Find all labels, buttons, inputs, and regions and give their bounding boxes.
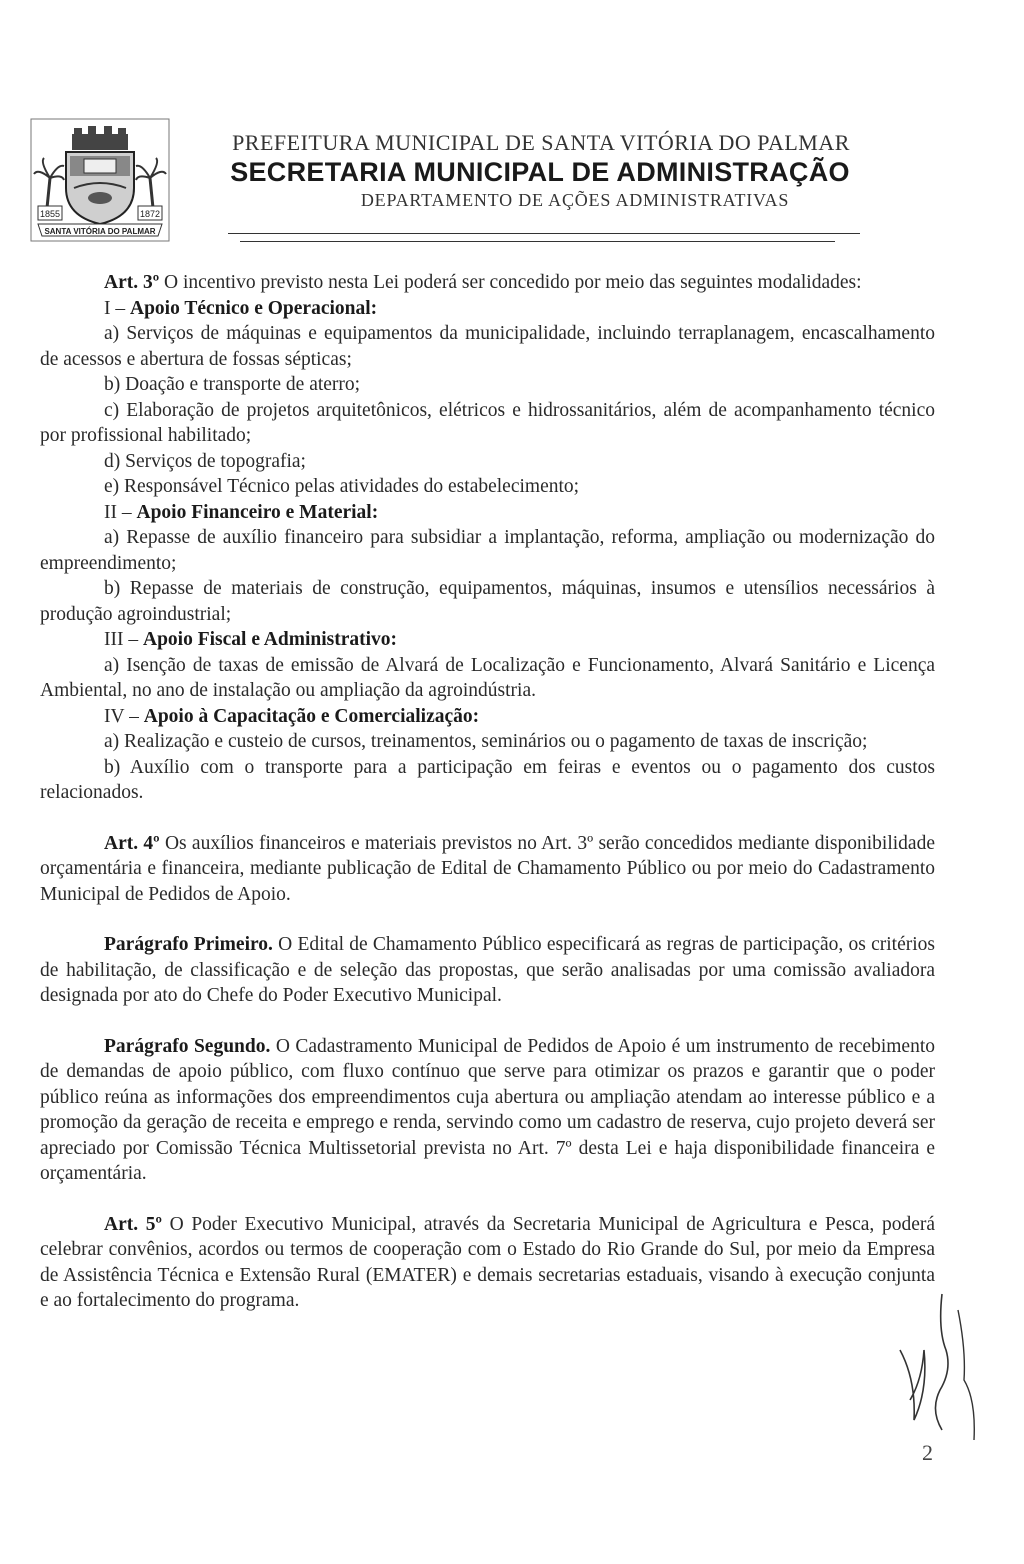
section-iv-numeral: IV – <box>104 705 144 727</box>
header-rule-bottom <box>240 241 835 242</box>
art3-section-ii <box>40 500 935 526</box>
art3-section-i <box>40 296 935 322</box>
art3-intro-text: O incentivo previsto nesta Lei poderá ser concedido por meio das seguintes modalidades: <box>159 272 862 293</box>
art3-section-iv <box>40 704 935 730</box>
art3-label: Art. 3º <box>104 272 160 293</box>
letterhead <box>200 130 880 212</box>
art3-i-b: b) Doação e transporte de aterro; <box>104 374 361 395</box>
art3-iv-a: a) Realização e custeio de cursos, treinamentos, seminários ou o pagamento de taxas de inscrição; <box>104 731 868 752</box>
section-i-title: Apoio Técnico e Operacional: <box>130 297 378 319</box>
art3-i-c: c) Elaboração de projetos arquitetônicos, elétricos e hidrossanitários, além de acompanhamento técnico por profissional habilitado; <box>40 399 935 446</box>
section-i-numeral: I – <box>104 297 130 319</box>
secretaria-title: SECRETARIA MUNICIPAL DE ADMINISTRAÇÃO <box>230 157 850 187</box>
crest-year-right: 1872 <box>139 209 161 219</box>
municipal-crest-icon <box>30 118 170 242</box>
art5-text: O Poder Executivo Municipal, através da Secretaria Municipal de Agricultura e Pesca, poderá celebrar convênios, acordos ou termos de cooperação com o Estado do Rio Grande do Sul, por meio da Empresa de Assistência Técnica e Extensão Rural (EMATER) e demais secretarias estaduais, visando à execução conjunta e ao fortalecimento do programa. <box>40 1213 935 1311</box>
art5-label: Art. 5º <box>104 1213 162 1235</box>
paragrafo-primeiro-text: O Edital de Chamamento Público especificará as regras de participação, os critérios de habilitação, de classificação e de seleção das propostas, que serão analisadas por uma comissão avaliadora designada por ato do Chefe do Poder Executivo Municipal. <box>40 934 935 1006</box>
signature-initials-icon <box>880 1290 990 1460</box>
art3-i-a: a) Serviços de máquinas e equipamentos da municipalidade, incluindo terraplanagem, encascalhamento de acessos e abertura de fossas sépticas; <box>40 323 935 370</box>
header-rule-top <box>228 233 860 234</box>
section-iv-title: Apoio à Capacitação e Comercialização: <box>143 705 480 727</box>
crest-year-left: 1855 <box>39 209 61 219</box>
art4-text: Os auxílios financeiros e materiais previstos no Art. 3º serão concedidos mediante disponibilidade orçamentária e financeira, mediante publicação de Edital de Chamamento Público ou por meio do Cadastramento Municipal de Pedidos de Apoio. <box>40 832 935 905</box>
art4-paragraph <box>40 831 935 908</box>
art3-i-e: e) Responsável Técnico pelas atividades do estabelecimento; <box>104 476 580 497</box>
art3-i-d: d) Serviços de topografia; <box>104 450 306 472</box>
art3-ii-a: a) Repasse de auxílio financeiro para subsidiar a implantação, reforma, ampliação ou modernização do empreendimento; <box>40 527 935 574</box>
section-ii-numeral: II – <box>104 501 137 523</box>
paragrafo-segundo <box>40 1034 935 1187</box>
paragrafo-segundo-text: O Cadastramento Municipal de Pedidos de Apoio é um instrumento de recebimento de demandas de apoio público, com fluxo contínuo que serve para otimizar os prazos e garantir que o poder público reúna as informações dos empreendimentos cuja abertura ou ampliação atendam ao interesse público e a promoção da geração de receita e emprego e renda, servindo como um cadastro de reserva, cujo projeto deverá ser apreciado por Comissão Técnica Multissetorial prevista no Art. 7º desta Lei e haja disponibilidade financeira e orçamentária. <box>40 1035 935 1184</box>
departamento-title: DEPARTAMENTO DE AÇÕES ADMINISTRATIVAS <box>360 190 790 210</box>
prefeitura-title: PREFEITURA MUNICIPAL DE SANTA VITÓRIA DO PALMAR <box>232 130 850 155</box>
crest-banner-text: SANTA VITÓRIA DO PALMAR <box>44 227 156 236</box>
section-iii-numeral: III – <box>104 629 143 650</box>
art5-paragraph <box>40 1212 935 1314</box>
art3-ii-b: b) Repasse de materiais de construção, equipamentos, máquinas, insumos e utensílios necessários à produção agroindustrial; <box>40 578 935 625</box>
paragrafo-primeiro-label: Parágrafo Primeiro. <box>104 934 273 955</box>
art3-intro <box>40 270 935 296</box>
art3-iii-a: a) Isenção de taxas de emissão de Alvará de Localização e Funcionamento, Alvará Sanitário e Licença Ambiental, no ano de instalação ou ampliação da agroindústria. <box>40 654 935 701</box>
paragrafo-segundo-label: Parágrafo Segundo. <box>104 1035 271 1057</box>
art3-iv-b: b) Auxílio com o transporte para a participação em feiras e eventos ou o pagamento dos custos relacionados. <box>40 756 935 803</box>
art4-label: Art. 4º <box>104 832 160 854</box>
section-ii-title: Apoio Financeiro e Material: <box>136 501 379 523</box>
document-body <box>40 270 935 1314</box>
section-iii-title: Apoio Fiscal e Administrativo: <box>142 629 398 650</box>
paragrafo-primeiro <box>40 932 935 1009</box>
art3-section-iii <box>40 627 935 653</box>
page-number: 2 <box>922 1440 933 1465</box>
